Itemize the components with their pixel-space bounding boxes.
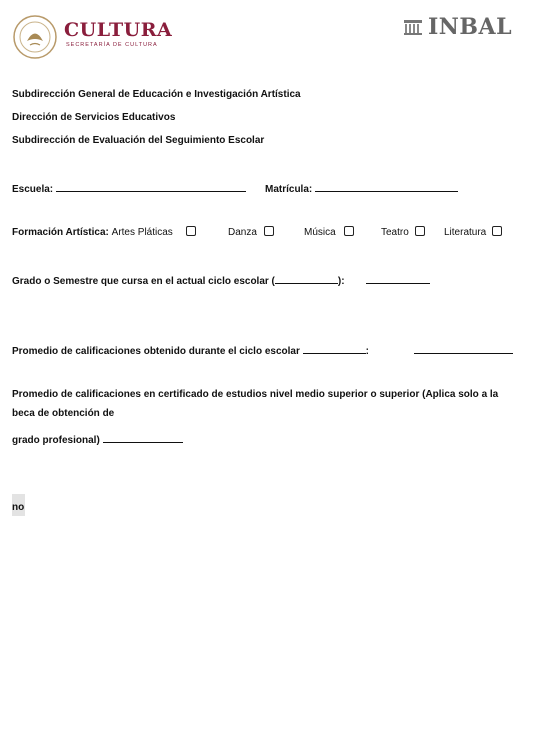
checkbox-musica[interactable]: [344, 226, 354, 236]
no-text: no: [12, 502, 25, 513]
grado-extra-field[interactable]: [366, 273, 430, 284]
matricula-label: Matrícula:: [265, 184, 313, 195]
formacion-label: Formación Artística: Artes Pláticas: [12, 227, 173, 238]
promedio-row: Promedio de calificaciones obtenido durante el ciclo escolar :: [12, 343, 369, 357]
certificado-line-2: beca de obtención de: [12, 408, 115, 419]
grado-label: Grado o Semestre que cursa en el actual ciclo escolar (: [12, 276, 275, 287]
inbal-logo-text: INBAL: [428, 14, 513, 40]
escuela-label: Escuela:: [12, 184, 54, 195]
heading-direccion-servicios: Dirección de Servicios Educativos: [12, 112, 176, 123]
option-label-musica: Música: [304, 227, 336, 238]
cultura-logo-subtext: SECRETARÍA DE CULTURA: [66, 42, 158, 48]
promedio-extra-field[interactable]: [414, 343, 513, 354]
certificado-line-1: Promedio de calificaciones en certificado de estudios nivel medio superior o superior (Aplica solo a la: [12, 389, 499, 400]
option-label-danza: Danza: [228, 227, 257, 238]
checkbox-danza[interactable]: [264, 226, 274, 236]
checkbox-literatura[interactable]: [492, 226, 502, 236]
option-label-literatura: Literatura: [444, 227, 487, 238]
grado-row: Grado o Semestre que cursa en el actual ciclo escolar ( ):: [12, 273, 345, 287]
promedio-label: Promedio de calificaciones obtenido durante el ciclo escolar: [12, 346, 300, 357]
cultura-logo-text: CULTURA: [64, 19, 173, 41]
grado-field[interactable]: [275, 273, 338, 284]
certificado-line-3: grado profesional): [12, 435, 100, 446]
mexico-seal-icon: [12, 14, 58, 60]
option-label-teatro: Teatro: [381, 227, 409, 238]
checkbox-teatro[interactable]: [415, 226, 425, 236]
promedio-field[interactable]: [303, 343, 366, 354]
option-label-artes: Artes Pláticas: [111, 227, 173, 238]
checkbox-artes-platicas[interactable]: [186, 226, 196, 236]
heading-subdireccion-evaluacion: Subdirección de Evaluación del Seguimiento Escolar: [12, 135, 265, 146]
escuela-row: [12, 181, 246, 195]
matricula-row: [265, 181, 458, 195]
certificado-row: [12, 432, 183, 446]
certificado-field[interactable]: [103, 432, 183, 443]
escuela-field[interactable]: [56, 181, 246, 192]
heading-subdireccion-general: Subdirección General de Educación e Investigación Artística: [12, 89, 301, 100]
inbal-building-icon: [403, 17, 423, 37]
matricula-field[interactable]: [315, 181, 458, 192]
